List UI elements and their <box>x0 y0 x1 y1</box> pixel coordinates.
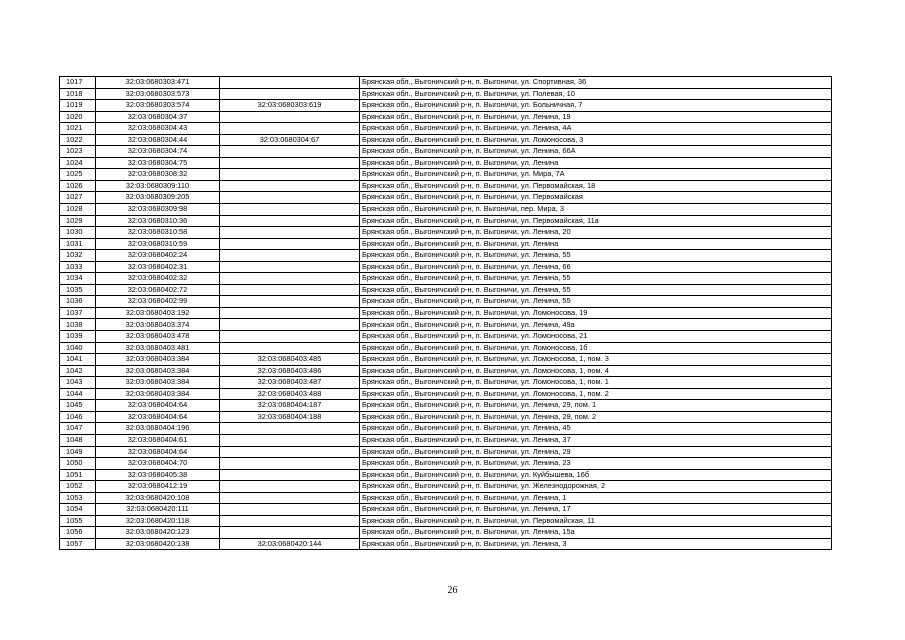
cadastral-number-cell: 32:03:0680309:98 <box>96 204 220 216</box>
row-number-cell: 1019 <box>60 100 96 112</box>
address-cell: Брянская обл., Выгоничский р-н, п. Выгоничи, ул. Ленина, 19 <box>360 111 832 123</box>
sub-object-number-cell <box>220 458 360 470</box>
cadastral-number-cell: 32:03:0680403:384 <box>96 354 220 366</box>
row-number-cell: 1038 <box>60 319 96 331</box>
sub-object-number-cell <box>220 423 360 435</box>
row-number-cell: 1043 <box>60 377 96 389</box>
table-row <box>60 492 832 504</box>
cadastral-number-cell: 32:03:0680404:70 <box>96 458 220 470</box>
address-cell: Брянская обл., Выгоничский р-н, п. Выгоничи, ул. Больничная, 7 <box>360 100 832 112</box>
table-row <box>60 296 832 308</box>
address-cell: Брянская обл., Выгоничский р-н, п. Выгоничи, ул. Полевая, 10 <box>360 88 832 100</box>
row-number-cell: 1021 <box>60 123 96 135</box>
cadastral-number-cell: 32:03:0680304:43 <box>96 123 220 135</box>
sub-object-number-cell <box>220 123 360 135</box>
sub-object-number-cell <box>220 284 360 296</box>
address-cell: Брянская обл., Выгоничский р-н, п. Выгоничи, ул. Ломоносова, 1, пом. 2 <box>360 388 832 400</box>
sub-object-number-cell <box>220 261 360 273</box>
sub-object-number-cell: 32:03:0680403:488 <box>220 388 360 400</box>
row-number-cell: 1022 <box>60 134 96 146</box>
sub-object-number-cell <box>220 192 360 204</box>
row-number-cell: 1039 <box>60 331 96 343</box>
row-number-cell: 1045 <box>60 400 96 412</box>
page-number: 26 <box>447 585 458 596</box>
cadastral-number-cell: 32:03:0680420:118 <box>96 515 220 527</box>
table-row <box>60 238 832 250</box>
table-row <box>60 481 832 493</box>
cadastral-number-cell: 32:03:0680308:32 <box>96 169 220 181</box>
table-row <box>60 88 832 100</box>
table-row <box>60 446 832 458</box>
sub-object-number-cell <box>220 88 360 100</box>
sub-object-number-cell <box>220 180 360 192</box>
address-cell: Брянская обл., Выгоничский р-н, п. Выгоничи, ул. Ленина, 15а <box>360 527 832 539</box>
table-row <box>60 527 832 539</box>
sub-object-number-cell <box>220 77 360 89</box>
table-row <box>60 123 832 135</box>
table-row <box>60 134 832 146</box>
sub-object-number-cell: 32:03:0680404:187 <box>220 400 360 412</box>
row-number-cell: 1037 <box>60 307 96 319</box>
row-number-cell: 1023 <box>60 146 96 158</box>
table-row <box>60 284 832 296</box>
address-cell: Брянская обл., Выгоничский р-н, п. Выгоничи, ул. Ленина <box>360 238 832 250</box>
cadastral-number-cell: 32:03:0680403:384 <box>96 365 220 377</box>
cadastral-number-cell: 32:03:0680404:61 <box>96 434 220 446</box>
sub-object-number-cell <box>220 215 360 227</box>
address-cell: Брянская обл., Выгоничский р-н, п. Выгоничи, ул. Ленина, 66А <box>360 146 832 158</box>
sub-object-number-cell: 32:03:0680403:487 <box>220 377 360 389</box>
address-cell: Брянская обл., Выгоничский р-н, п. Выгоничи, ул. Первомайская, 11а <box>360 215 832 227</box>
address-cell: Брянская обл., Выгоничский р-н, п. Выгоничи, ул. Ленина, 29 <box>360 446 832 458</box>
cadastral-number-cell: 32:03:0680303:471 <box>96 77 220 89</box>
address-cell: Брянская обл., Выгоничский р-н, п. Выгоничи, ул. Ленина, 49а <box>360 319 832 331</box>
address-cell: Брянская обл., Выгоничский р-н, п. Выгоничи, ул. Ленина, 4А <box>360 123 832 135</box>
table-row <box>60 192 832 204</box>
row-number-cell: 1017 <box>60 77 96 89</box>
address-cell: Брянская обл., Выгоничский р-н, п. Выгоничи, ул. Ленина, 55 <box>360 250 832 262</box>
address-cell: Брянская обл., Выгоничский р-н, п. Выгоничи, ул. Ленина, 66 <box>360 261 832 273</box>
row-number-cell: 1054 <box>60 504 96 516</box>
row-number-cell: 1048 <box>60 434 96 446</box>
sub-object-number-cell <box>220 342 360 354</box>
table-row <box>60 215 832 227</box>
address-cell: Брянская обл., Выгоничский р-н, п. Выгоничи, пер. Мира, 3 <box>360 204 832 216</box>
address-cell: Брянская обл., Выгоничский р-н, п. Выгоничи, ул. Первомайская <box>360 192 832 204</box>
row-number-cell: 1046 <box>60 411 96 423</box>
table-row <box>60 319 832 331</box>
cadastral-number-cell: 32:03:0680403:192 <box>96 307 220 319</box>
table-row <box>60 227 832 239</box>
table-row <box>60 100 832 112</box>
cadastral-number-cell: 32:03:0680304:74 <box>96 146 220 158</box>
address-cell: Брянская обл., Выгоничский р-н, п. Выгоничи, ул. Ленина, 55 <box>360 284 832 296</box>
cadastral-number-cell: 32:03:0680403:384 <box>96 377 220 389</box>
row-number-cell: 1018 <box>60 88 96 100</box>
address-cell: Брянская обл., Выгоничский р-н, п. Выгоничи, ул. Ломоносова, 19 <box>360 307 832 319</box>
table-row <box>60 423 832 435</box>
address-cell: Брянская обл., Выгоничский р-н, п. Выгоничи, ул. Ломоносова, 1, пом. 1 <box>360 377 832 389</box>
address-cell: Брянская обл., Выгоничский р-н, п. Выгоничи, ул. Мира, 7А <box>360 169 832 181</box>
table-row <box>60 400 832 412</box>
address-cell: Брянская обл., Выгоничский р-н, п. Выгоничи, ул. Ленина, 29, пом. 1 <box>360 400 832 412</box>
table-row <box>60 342 832 354</box>
cadastral-number-cell: 32:03:0680309:205 <box>96 192 220 204</box>
row-number-cell: 1040 <box>60 342 96 354</box>
cadastral-number-cell: 32:03:0680310:36 <box>96 215 220 227</box>
cadastral-number-cell: 32:03:0680403:374 <box>96 319 220 331</box>
row-number-cell: 1030 <box>60 227 96 239</box>
cadastral-number-cell: 32:03:0680304:37 <box>96 111 220 123</box>
address-cell: Брянская обл., Выгоничский р-н, п. Выгоничи, ул. Куйбышева, 16б <box>360 469 832 481</box>
row-number-cell: 1024 <box>60 157 96 169</box>
table-row <box>60 157 832 169</box>
row-number-cell: 1031 <box>60 238 96 250</box>
row-number-cell: 1044 <box>60 388 96 400</box>
table-row <box>60 273 832 285</box>
row-number-cell: 1052 <box>60 481 96 493</box>
sub-object-number-cell <box>220 204 360 216</box>
cadastral-number-cell: 32:03:0680404:64 <box>96 446 220 458</box>
address-cell: Брянская обл., Выгоничский р-н, п. Выгоничи, ул. Ленина, 45 <box>360 423 832 435</box>
cadastral-number-cell: 32:03:0680420:111 <box>96 504 220 516</box>
cadastral-number-cell: 32:03:0680404:64 <box>96 411 220 423</box>
row-number-cell: 1027 <box>60 192 96 204</box>
cadastral-number-cell: 32:03:0680310:59 <box>96 238 220 250</box>
sub-object-number-cell: 32:03:0680403:486 <box>220 365 360 377</box>
table-row <box>60 388 832 400</box>
address-cell: Брянская обл., Выгоничский р-н, п. Выгоничи, ул. Ломоносова, 21 <box>360 331 832 343</box>
row-number-cell: 1026 <box>60 180 96 192</box>
sub-object-number-cell: 32:03:0680420:144 <box>220 538 360 550</box>
row-number-cell: 1049 <box>60 446 96 458</box>
row-number-cell: 1020 <box>60 111 96 123</box>
cadastral-number-cell: 32:03:0680420:138 <box>96 538 220 550</box>
row-number-cell: 1032 <box>60 250 96 262</box>
row-number-cell: 1047 <box>60 423 96 435</box>
cadastral-number-cell: 32:03:0680402:72 <box>96 284 220 296</box>
cadastral-number-cell: 32:03:0680404:196 <box>96 423 220 435</box>
address-cell: Брянская обл., Выгоничский р-н, п. Выгоничи, ул. Ленина, 17 <box>360 504 832 516</box>
row-number-cell: 1036 <box>60 296 96 308</box>
address-cell: Брянская обл., Выгоничский р-н, п. Выгоничи, ул. Ломоносова, 3 <box>360 134 832 146</box>
cadastral-number-cell: 32:03:0680404:64 <box>96 400 220 412</box>
address-cell: Брянская обл., Выгоничский р-н, п. Выгоничи, ул. Ломоносова, 1б <box>360 342 832 354</box>
sub-object-number-cell <box>220 307 360 319</box>
address-cell: Брянская обл., Выгоничский р-н, п. Выгоничи, ул. Ленина, 37 <box>360 434 832 446</box>
cadastral-number-cell: 32:03:0680402:31 <box>96 261 220 273</box>
sub-object-number-cell <box>220 238 360 250</box>
table-row <box>60 111 832 123</box>
address-cell: Брянская обл., Выгоничский р-н, п. Выгоничи, ул. Ленина, 29, пом. 2 <box>360 411 832 423</box>
address-cell: Брянская обл., Выгоничский р-н, п. Выгоничи, ул. Ленина, 3 <box>360 538 832 550</box>
sub-object-number-cell <box>220 515 360 527</box>
table-row <box>60 307 832 319</box>
address-cell: Брянская обл., Выгоничский р-н, п. Выгоничи, ул. Железнодорожная, 2 <box>360 481 832 493</box>
table-row <box>60 538 832 550</box>
sub-object-number-cell <box>220 169 360 181</box>
cadastral-number-cell: 32:03:0680403:478 <box>96 331 220 343</box>
address-cell: Брянская обл., Выгоничский р-н, п. Выгоничи, ул. Ленина, 1 <box>360 492 832 504</box>
address-cell: Брянская обл., Выгоничский р-н, п. Выгоничи, ул. Первомайская, 18 <box>360 180 832 192</box>
sub-object-number-cell <box>220 331 360 343</box>
cadastral-number-cell: 32:03:0680309:110 <box>96 180 220 192</box>
address-cell: Брянская обл., Выгоничский р-н, п. Выгоничи, ул. Ломоносова, 1, пом. 3 <box>360 354 832 366</box>
table-row <box>60 515 832 527</box>
row-number-cell: 1028 <box>60 204 96 216</box>
row-number-cell: 1029 <box>60 215 96 227</box>
row-number-cell: 1051 <box>60 469 96 481</box>
cadastral-number-cell: 32:03:0680420:108 <box>96 492 220 504</box>
sub-object-number-cell: 32:03:0680304:67 <box>220 134 360 146</box>
address-cell: Брянская обл., Выгоничский р-н, п. Выгоничи, ул. Ломоносова, 1, пом. 4 <box>360 365 832 377</box>
row-number-cell: 1033 <box>60 261 96 273</box>
table-row <box>60 77 832 89</box>
cadastral-number-cell: 32:03:0680403:481 <box>96 342 220 354</box>
cadastral-number-cell: 32:03:0680402:99 <box>96 296 220 308</box>
sub-object-number-cell <box>220 296 360 308</box>
table-row <box>60 411 832 423</box>
cadastral-number-cell: 32:03:0680304:44 <box>96 134 220 146</box>
table-row <box>60 146 832 158</box>
row-number-cell: 1042 <box>60 365 96 377</box>
table-row <box>60 204 832 216</box>
sub-object-number-cell <box>220 111 360 123</box>
sub-object-number-cell <box>220 146 360 158</box>
row-number-cell: 1025 <box>60 169 96 181</box>
table-row <box>60 434 832 446</box>
sub-object-number-cell <box>220 469 360 481</box>
sub-object-number-cell <box>220 492 360 504</box>
address-cell: Брянская обл., Выгоничский р-н, п. Выгоничи, ул. Ленина <box>360 157 832 169</box>
address-cell: Брянская обл., Выгоничский р-н, п. Выгоничи, ул. Ленина, 55 <box>360 296 832 308</box>
cadastral-number-cell: 32:03:0680420:123 <box>96 527 220 539</box>
registry-table-body <box>60 77 832 550</box>
sub-object-number-cell: 32:03:0680303:619 <box>220 100 360 112</box>
sub-object-number-cell <box>220 250 360 262</box>
row-number-cell: 1057 <box>60 538 96 550</box>
sub-object-number-cell <box>220 527 360 539</box>
sub-object-number-cell <box>220 227 360 239</box>
table-row <box>60 377 832 389</box>
address-cell: Брянская обл., Выгоничский р-н, п. Выгоничи, ул. Спортивная, 36 <box>360 77 832 89</box>
table-row <box>60 458 832 470</box>
cadastral-number-cell: 32:03:0680403:384 <box>96 388 220 400</box>
cadastral-number-cell: 32:03:0680304:75 <box>96 157 220 169</box>
table-row <box>60 354 832 366</box>
cadastral-number-cell: 32:03:0680303:574 <box>96 100 220 112</box>
row-number-cell: 1035 <box>60 284 96 296</box>
table-row <box>60 331 832 343</box>
table-row <box>60 365 832 377</box>
cadastral-number-cell: 32:03:0680310:58 <box>96 227 220 239</box>
table-row <box>60 180 832 192</box>
row-number-cell: 1053 <box>60 492 96 504</box>
sub-object-number-cell <box>220 434 360 446</box>
cadastral-registry-table <box>59 76 832 550</box>
sub-object-number-cell <box>220 446 360 458</box>
sub-object-number-cell: 32:03:0680404:188 <box>220 411 360 423</box>
row-number-cell: 1050 <box>60 458 96 470</box>
cadastral-number-cell: 32:03:0680405:38 <box>96 469 220 481</box>
table-row <box>60 169 832 181</box>
address-cell: Брянская обл., Выгоничский р-н, п. Выгоничи, ул. Ленина, 20 <box>360 227 832 239</box>
row-number-cell: 1034 <box>60 273 96 285</box>
cadastral-number-cell: 32:03:0680402:24 <box>96 250 220 262</box>
sub-object-number-cell <box>220 273 360 285</box>
cadastral-number-cell: 32:03:0680402:32 <box>96 273 220 285</box>
table-row <box>60 504 832 516</box>
address-cell: Брянская обл., Выгоничский р-н, п. Выгоничи, ул. Ленина, 55 <box>360 273 832 285</box>
table-row <box>60 469 832 481</box>
table-row <box>60 261 832 273</box>
row-number-cell: 1055 <box>60 515 96 527</box>
row-number-cell: 1056 <box>60 527 96 539</box>
row-number-cell: 1041 <box>60 354 96 366</box>
address-cell: Брянская обл., Выгоничский р-н, п. Выгоничи, ул. Первомайская, 11 <box>360 515 832 527</box>
sub-object-number-cell <box>220 157 360 169</box>
cadastral-number-cell: 32:03:0680412:19 <box>96 481 220 493</box>
address-cell: Брянская обл., Выгоничский р-н, п. Выгоничи, ул. Ленина, 23 <box>360 458 832 470</box>
sub-object-number-cell: 32:03:0680403:485 <box>220 354 360 366</box>
sub-object-number-cell <box>220 319 360 331</box>
table-row <box>60 250 832 262</box>
sub-object-number-cell <box>220 504 360 516</box>
cadastral-number-cell: 32:03:0680303:573 <box>96 88 220 100</box>
sub-object-number-cell <box>220 481 360 493</box>
